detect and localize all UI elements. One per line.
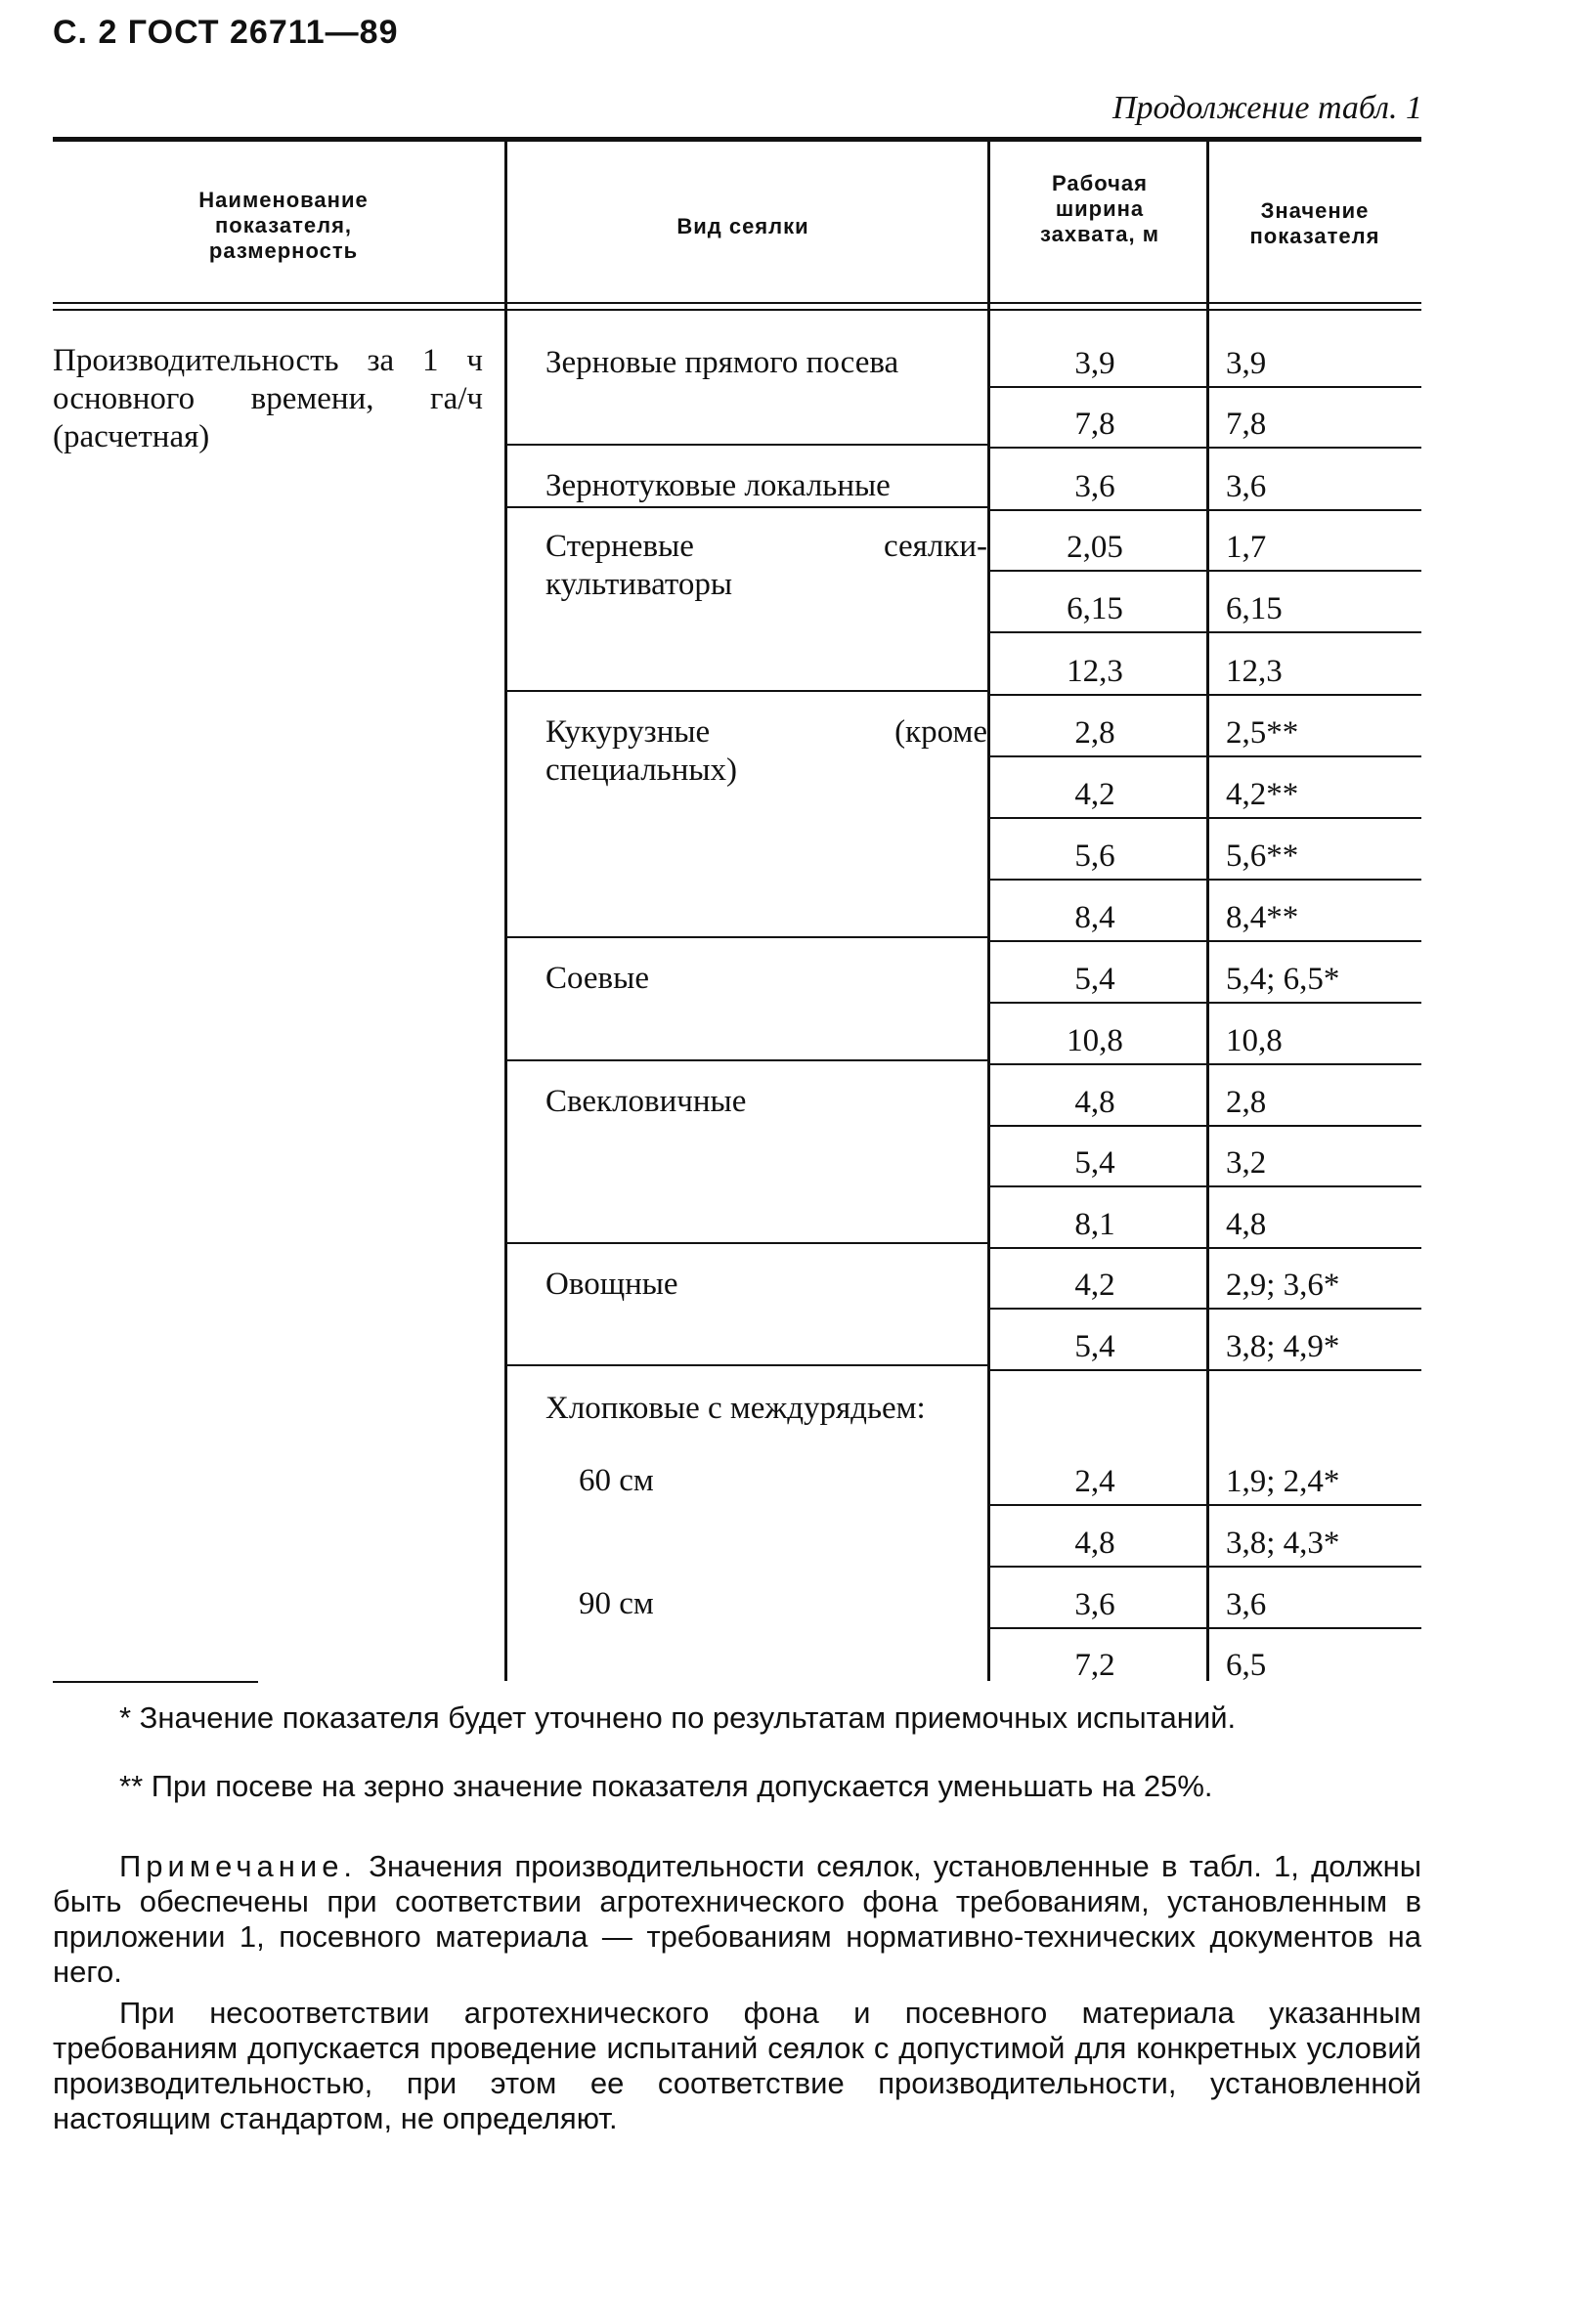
row-underline (990, 879, 1206, 881)
row-underline (1209, 631, 1421, 633)
width-cell: 8,4 (1074, 900, 1115, 935)
row-underline (1209, 509, 1421, 511)
row-underline (1209, 1247, 1421, 1249)
kind-soy: Соевые (545, 961, 649, 996)
width-cell: 7,8 (1074, 407, 1115, 442)
value-cell: 5,6** (1226, 839, 1299, 874)
column-divider-1 (504, 142, 507, 1681)
row-underline (990, 817, 1206, 819)
row-underline (990, 1566, 1206, 1568)
value-cell: 5,4; 6,5* (1226, 962, 1340, 997)
footnote-single: * Значение показателя будет уточнено по результатам приемочных испытаний. (119, 1700, 1237, 1735)
value-cell: 3,2 (1226, 1145, 1267, 1181)
row-underline (990, 694, 1206, 696)
value-cell: 3,8; 4,3* (1226, 1526, 1340, 1561)
footnote-rule (53, 1681, 258, 1683)
row-underline (1209, 1063, 1421, 1065)
width-cell: 4,8 (1074, 1085, 1115, 1120)
width-cell: 12,3 (1067, 654, 1123, 689)
width-cell: 2,4 (1074, 1464, 1115, 1499)
kind-grain-direct: Зерновые прямого посева (545, 345, 899, 380)
width-cell: 3,6 (1074, 469, 1115, 504)
row-underline (990, 755, 1206, 757)
row-underline (990, 1308, 1206, 1310)
width-cell: 5,4 (1074, 1329, 1115, 1364)
row-underline (990, 509, 1206, 511)
width-cell: 2,05 (1067, 530, 1123, 565)
width-cell: 4,2 (1074, 777, 1115, 812)
value-cell: 6,15 (1226, 591, 1283, 626)
width-cell: 3,6 (1074, 1587, 1115, 1622)
row-underline (990, 1063, 1206, 1065)
row-underline (1209, 1566, 1421, 1568)
row-underline (1209, 386, 1421, 388)
width-cell: 2,8 (1074, 715, 1115, 751)
value-cell: 2,8 (1226, 1085, 1267, 1120)
row-underline (1209, 1002, 1421, 1004)
indicator-name: Производительность за 1 ч основного времени, га/ч (расчетная) (53, 343, 483, 454)
header-bottom-rule (53, 302, 1421, 304)
kind-stubble: Стерневые сеялки- культиваторы (545, 529, 987, 602)
note-paragraph (53, 1849, 1421, 1990)
kind-separator (507, 506, 987, 508)
value-cell: 6,5 (1226, 1648, 1267, 1683)
row-underline (1209, 1369, 1421, 1371)
kind-separator (507, 1059, 987, 1061)
kind-vegetable: Овощные (545, 1267, 678, 1302)
kind-cotton: Хлопковые с междурядьем: (545, 1391, 926, 1426)
value-cell: 3,8; 4,9* (1226, 1329, 1340, 1364)
row-underline (1209, 879, 1421, 881)
kind-cotton-60: 60 см (579, 1463, 654, 1498)
row-underline (990, 1125, 1206, 1127)
width-cell: 8,1 (1074, 1207, 1115, 1242)
kind-beet: Свекловичные (545, 1084, 747, 1119)
kind-separator (507, 690, 987, 692)
kind-separator (507, 444, 987, 446)
row-underline (990, 940, 1206, 942)
value-cell: 2,5** (1226, 715, 1299, 751)
page-id: С. 2 ГОСТ 26711—89 (53, 14, 399, 51)
column-header-indicator: Наименование показателя, размерность (198, 188, 369, 263)
value-cell: 1,9; 2,4* (1226, 1464, 1340, 1499)
column-header-value: Значение показателя (1249, 198, 1380, 248)
kind-corn: Кукурузные (кроме специальных) (545, 714, 987, 788)
note-text: Значения производительности сеялок, установленные в табл. 1, должны быть обеспечены при соответствии агротехнического фона требованиям, установленным в приложении 1, посевного материала — требованиям нормативно-технических документов на него. (53, 1849, 1421, 1989)
column-header-kind: Вид сеялки (676, 214, 809, 238)
width-cell: 5,4 (1074, 1145, 1115, 1181)
row-underline (990, 1185, 1206, 1187)
row-underline (1209, 1185, 1421, 1187)
continuation-label: Продолжение табл. 1 (1111, 90, 1422, 126)
value-cell: 4,8 (1226, 1207, 1267, 1242)
footnote-double: ** При посеве на зерно значение показателя допускается уменьшать на 25%. (119, 1769, 1213, 1803)
row-underline (990, 386, 1206, 388)
row-underline (1209, 1627, 1421, 1629)
row-underline (990, 1247, 1206, 1249)
column-divider-2 (987, 142, 990, 1681)
row-underline (990, 1504, 1206, 1506)
header-bottom-rule-2 (53, 309, 1421, 311)
kind-grain-fertilizer: Зернотуковые локальные (545, 468, 891, 503)
row-underline (1209, 1504, 1421, 1506)
kind-separator (507, 1364, 987, 1366)
value-cell: 3,6 (1226, 469, 1267, 504)
row-underline (1209, 570, 1421, 572)
width-cell: 10,8 (1067, 1023, 1123, 1058)
row-underline (990, 631, 1206, 633)
width-cell: 5,6 (1074, 839, 1115, 874)
row-underline (1209, 447, 1421, 449)
row-underline (990, 1627, 1206, 1629)
value-cell: 1,7 (1226, 530, 1267, 565)
value-cell: 10,8 (1226, 1023, 1283, 1058)
row-underline (990, 1002, 1206, 1004)
value-cell: 3,6 (1226, 1587, 1267, 1622)
width-cell: 5,4 (1074, 962, 1115, 997)
width-cell: 6,15 (1067, 591, 1123, 626)
column-divider-3 (1206, 142, 1209, 1681)
row-underline (1209, 694, 1421, 696)
kind-separator (507, 1242, 987, 1244)
width-cell: 4,2 (1074, 1268, 1115, 1303)
row-underline (990, 447, 1206, 449)
row-underline (1209, 755, 1421, 757)
note-label: Примечание. (119, 1849, 358, 1883)
row-underline (990, 570, 1206, 572)
table-top-rule (53, 137, 1421, 142)
kind-cotton-90: 90 см (579, 1586, 654, 1621)
row-underline (1209, 1308, 1421, 1310)
value-cell: 12,3 (1226, 654, 1283, 689)
column-header-width: Рабочая ширина захвата, м (1039, 171, 1160, 246)
value-cell: 7,8 (1226, 407, 1267, 442)
row-underline (1209, 1125, 1421, 1127)
kind-separator (507, 936, 987, 938)
row-underline (1209, 940, 1421, 942)
value-cell: 8,4** (1226, 900, 1299, 935)
note-paragraph-2: При несоответствии агротехнического фона и посевного материала указанным требованиям допускается проведение испытаний сеялок с допустимой для конкретных условий производительностью, при этом ее соответствие производительности, установленной настоящим стандартом, не определяют. (53, 1996, 1421, 2135)
value-cell: 2,9; 3,6* (1226, 1268, 1340, 1303)
width-cell: 7,2 (1074, 1648, 1115, 1683)
width-cell: 3,9 (1074, 346, 1115, 381)
value-cell: 4,2** (1226, 777, 1299, 812)
row-underline (990, 1369, 1206, 1371)
row-underline (1209, 817, 1421, 819)
value-cell: 3,9 (1226, 346, 1267, 381)
width-cell: 4,8 (1074, 1526, 1115, 1561)
